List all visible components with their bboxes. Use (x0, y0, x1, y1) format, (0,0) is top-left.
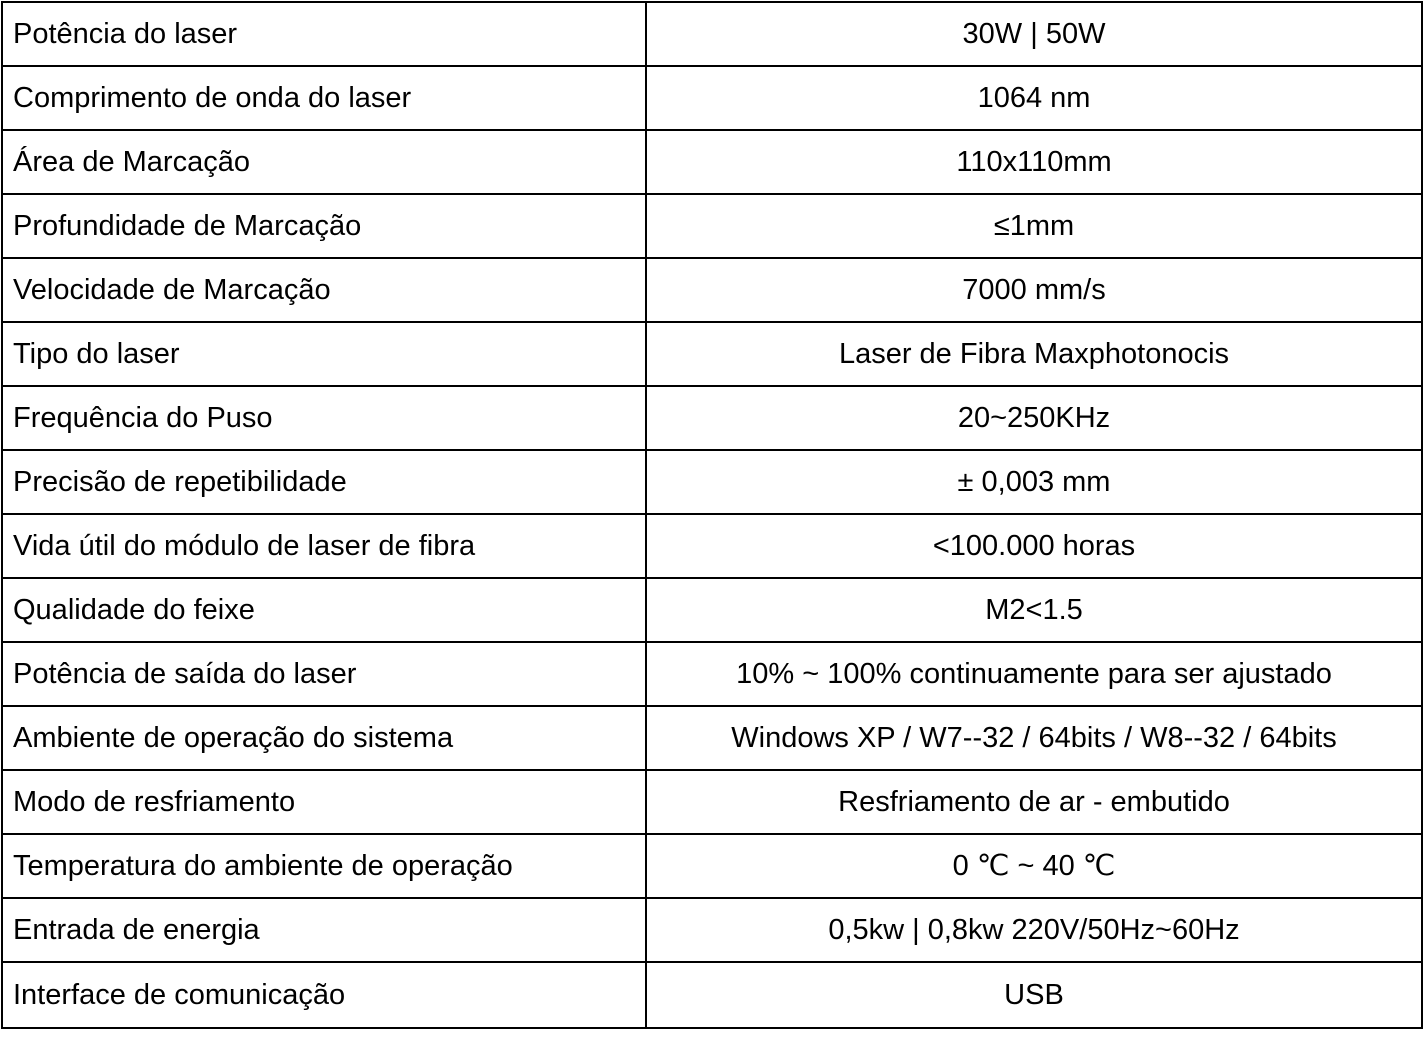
spec-value: 0 ℃ ~ 40 ℃ (646, 834, 1422, 898)
table-row (2, 706, 1422, 770)
spec-value: USB (646, 962, 1422, 1028)
spec-label: Modo de resfriamento (2, 770, 646, 834)
table-row (2, 578, 1422, 642)
table-row (2, 450, 1422, 514)
table-row (2, 130, 1422, 194)
table-row (2, 322, 1422, 386)
spec-value: 10% ~ 100% continuamente para ser ajustado (646, 642, 1422, 706)
table-row (2, 66, 1422, 130)
spec-value: 1064 nm (646, 66, 1422, 130)
table-row (2, 2, 1422, 66)
spec-value: 110x110mm (646, 130, 1422, 194)
table-row (2, 898, 1422, 962)
table-row (2, 962, 1422, 1028)
spec-label: Entrada de energia (2, 898, 646, 962)
table-row (2, 386, 1422, 450)
spec-label: Ambiente de operação do sistema (2, 706, 646, 770)
spec-value: 20~250KHz (646, 386, 1422, 450)
spec-label: Área de Marcação (2, 130, 646, 194)
spec-value: Windows XP / W7--32 / 64bits / W8--32 / 64bits (646, 706, 1422, 770)
table-row (2, 770, 1422, 834)
spec-label: Velocidade de Marcação (2, 258, 646, 322)
spec-label: Precisão de repetibilidade (2, 450, 646, 514)
spec-label: Tipo do laser (2, 322, 646, 386)
spec-label: Interface de comunicação (2, 962, 646, 1028)
spec-label: Frequência do Puso (2, 386, 646, 450)
spec-label: Vida útil do módulo de laser de fibra (2, 514, 646, 578)
table-row (2, 258, 1422, 322)
specification-table (1, 1, 1423, 1029)
spec-value: 30W | 50W (646, 2, 1422, 66)
table-row (2, 834, 1422, 898)
spec-label: Potência do laser (2, 2, 646, 66)
spec-label: Temperatura do ambiente de operação (2, 834, 646, 898)
table-row (2, 514, 1422, 578)
table-row (2, 642, 1422, 706)
spec-value: M2<1.5 (646, 578, 1422, 642)
spec-label: Comprimento de onda do laser (2, 66, 646, 130)
spec-value: ± 0,003 mm (646, 450, 1422, 514)
spec-value: 7000 mm/s (646, 258, 1422, 322)
spec-value: Laser de Fibra Maxphotonocis (646, 322, 1422, 386)
spec-value: 0,5kw | 0,8kw 220V/50Hz~60Hz (646, 898, 1422, 962)
spec-label: Profundidade de Marcação (2, 194, 646, 258)
spec-label: Potência de saída do laser (2, 642, 646, 706)
table-row (2, 194, 1422, 258)
spec-value: <100.000 horas (646, 514, 1422, 578)
spec-value: ≤1mm (646, 194, 1422, 258)
spec-value: Resfriamento de ar - embutido (646, 770, 1422, 834)
spec-label: Qualidade do feixe (2, 578, 646, 642)
